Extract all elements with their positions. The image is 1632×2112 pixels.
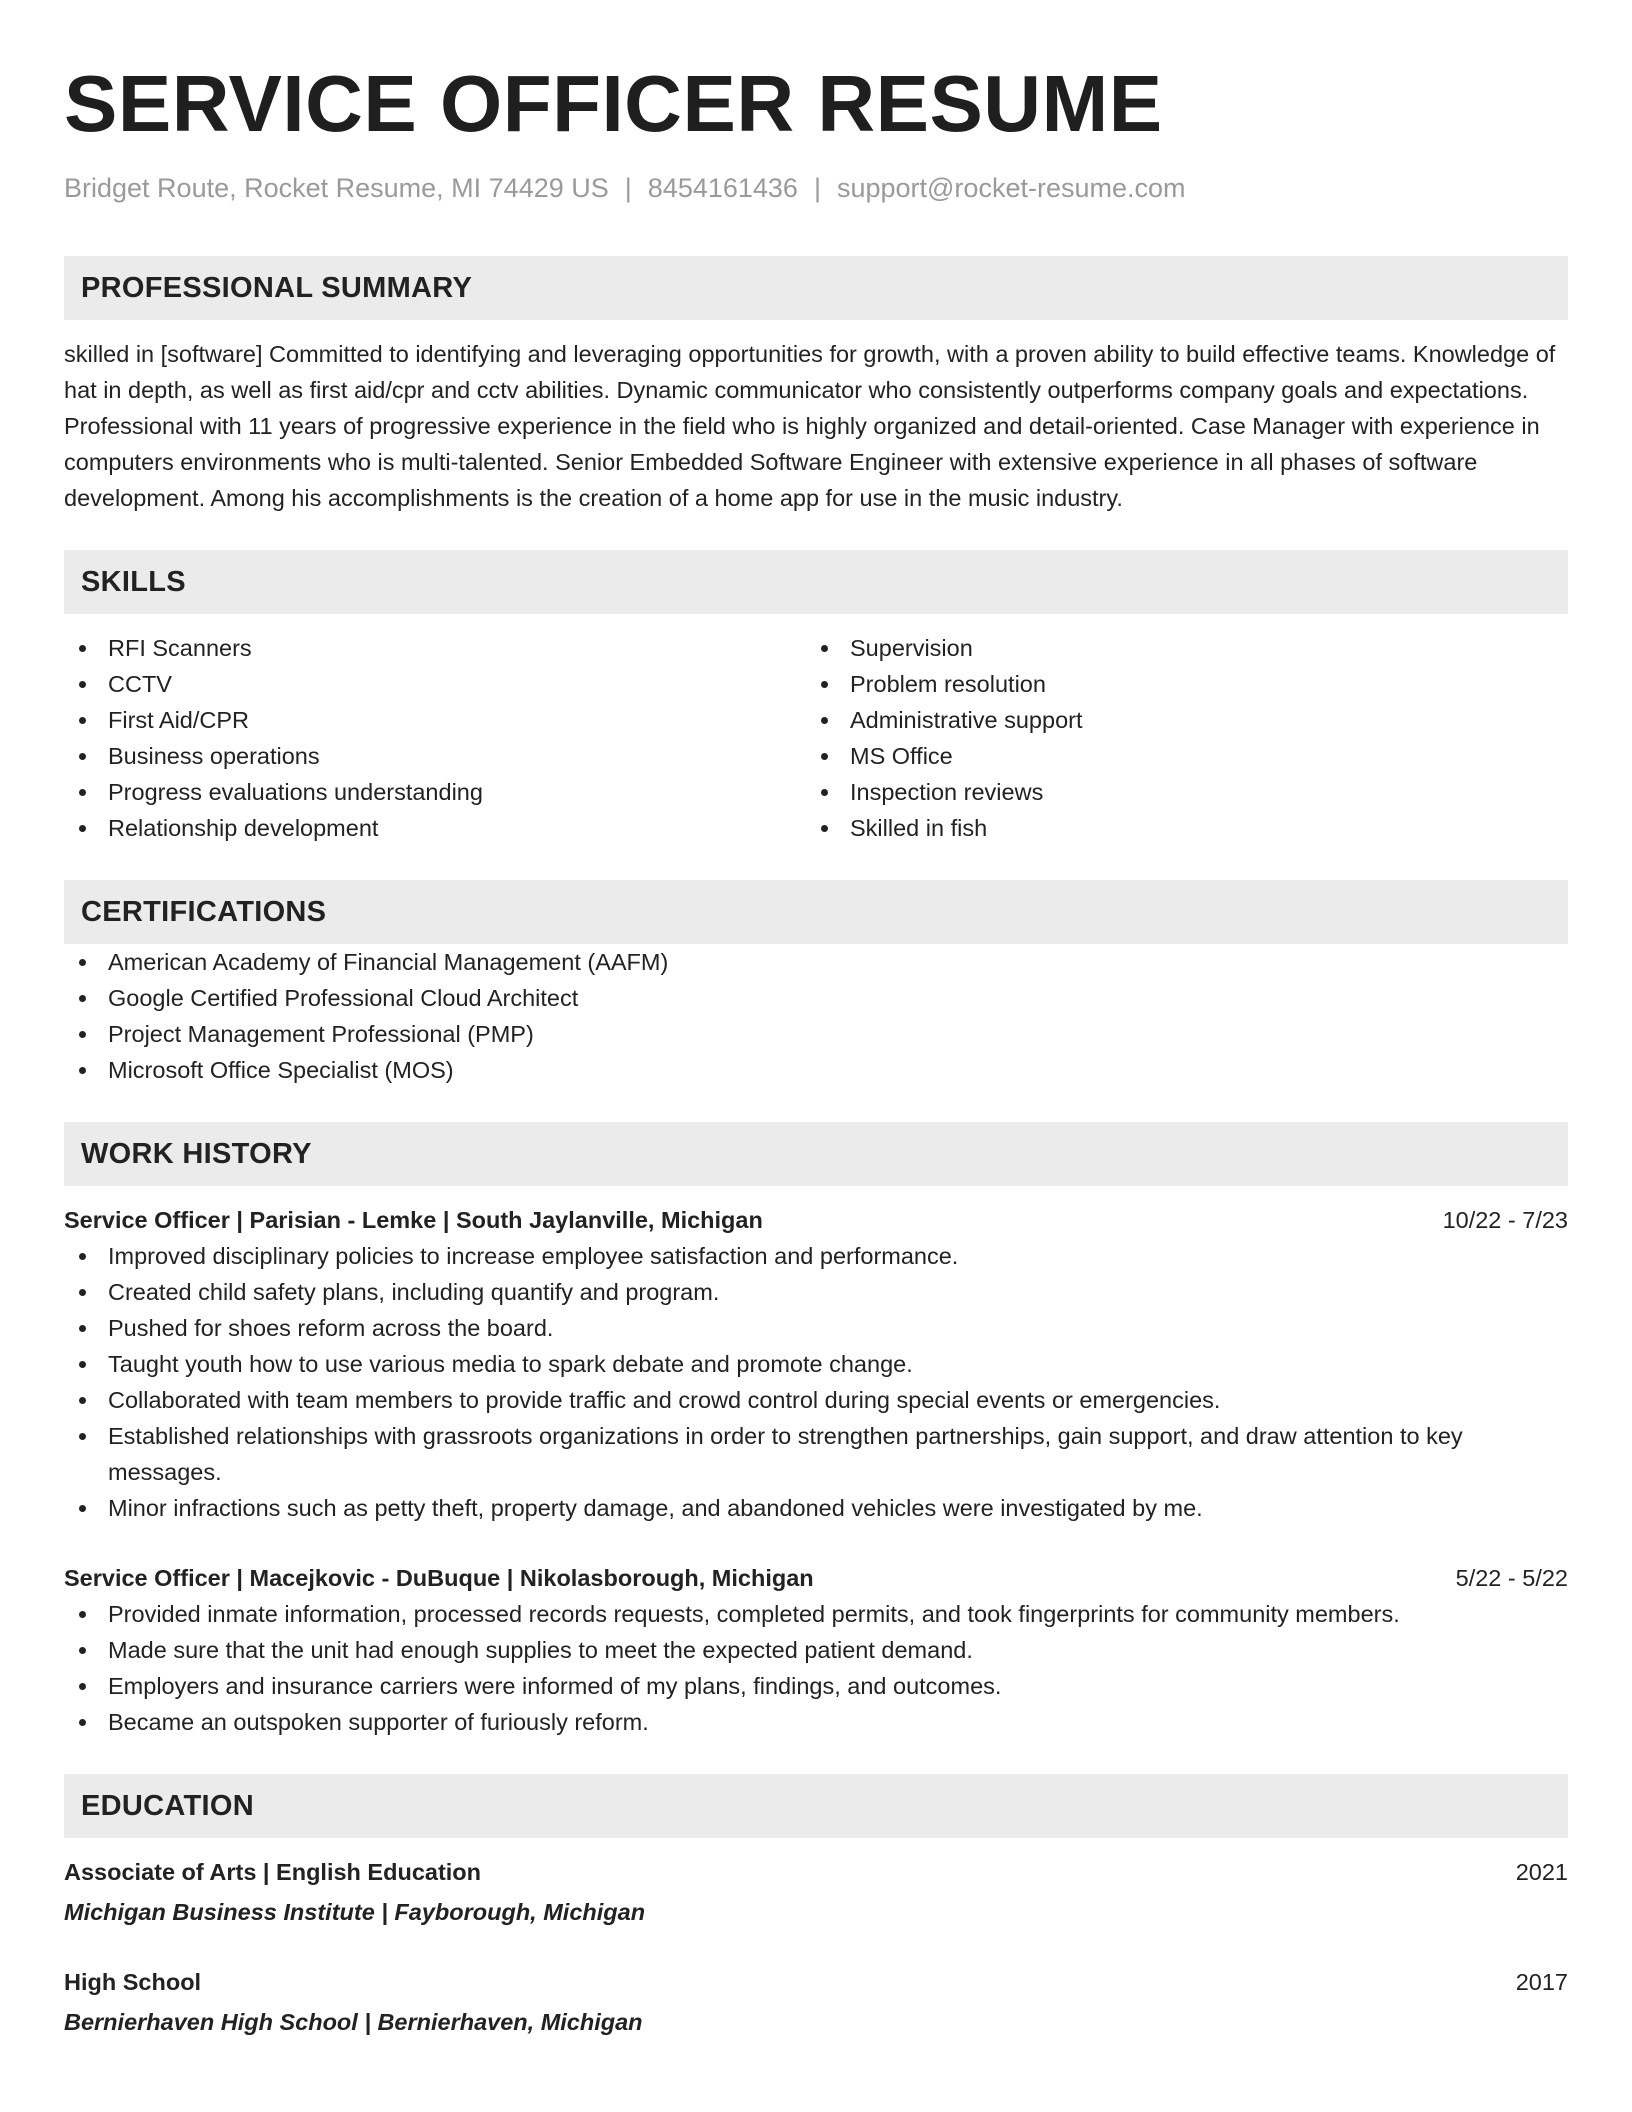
job-entry (64, 1202, 1568, 1526)
section-header-skills: SKILLS (64, 550, 1568, 614)
section-header-summary: PROFESSIONAL SUMMARY (64, 256, 1568, 320)
job-bullet: Improved disciplinary policies to increase employee satisfaction and performance. (64, 1238, 1568, 1274)
education-degree: High School (64, 1969, 202, 1995)
resume-title: SERVICE OFFICER RESUME (64, 59, 1163, 148)
job-bullet: Provided inmate information, processed records requests, completed permits, and took fingerprints for community members. (64, 1596, 1568, 1632)
certification-item: Google Certified Professional Cloud Architect (64, 980, 1568, 1016)
skill-item: Relationship development (64, 810, 806, 846)
job-bullet: Minor infractions such as petty theft, property damage, and abandoned vehicles were investigated by me. (64, 1490, 1568, 1526)
skill-item: Supervision (806, 630, 1548, 666)
education-year: 2021 (1515, 1859, 1568, 1885)
job-title: Service Officer | Parisian - Lemke | South Jaylanville, Michigan (64, 1207, 763, 1233)
resume-page (64, 56, 1568, 2040)
skill-item: Inspection reviews (806, 774, 1548, 810)
job-bullets (64, 1238, 1568, 1526)
job-bullet: Made sure that the unit had enough supplies to meet the expected patient demand. (64, 1632, 1568, 1668)
contact-email: support@rocket-resume.com (836, 173, 1186, 203)
job-header (64, 1560, 1568, 1596)
job-header (64, 1202, 1568, 1238)
skill-item: First Aid/CPR (64, 702, 806, 738)
contact-phone: 8454161436 (647, 173, 798, 203)
education-degree: Associate of Arts | English Education (64, 1859, 482, 1885)
contact-separator: | (624, 173, 632, 203)
summary-text: skilled in [software] Committed to identifying and leveraging opportunities for growth, with a proven ability to build effective teams. Knowledge of hat in depth, as well as first aid/cpr and cctv abilities. Dynamic communicator who consistently outperforms company goals and expectations. Professional with 11 years of progressive experience in the field who is highly organized and detail-oriented. Case Manager with experience in computers environments who is multi-talented. Senior Embedded Software Engineer with extensive experience in all phases of software development. Among his accomplishments is the creation of a home app for use in the music industry. (64, 341, 1556, 511)
certifications-list (64, 944, 1568, 1088)
skill-item: CCTV (64, 666, 806, 702)
job-bullet: Collaborated with team members to provide traffic and crowd control during special events or emergencies. (64, 1382, 1568, 1418)
job-entry (64, 1560, 1568, 1740)
skill-item: Skilled in fish (806, 810, 1548, 846)
contact-separator: | (813, 173, 821, 203)
skill-item: Progress evaluations understanding (64, 774, 806, 810)
education-entry (64, 1964, 1568, 2040)
education-header (64, 1964, 1568, 2000)
job-dates: 10/22 - 7/23 (1442, 1207, 1568, 1233)
skills-column-left (64, 630, 806, 846)
education-school: Bernierhaven High School | Bernierhaven, Michigan (64, 2009, 643, 2035)
job-bullet: Created child safety plans, including quantify and program. (64, 1274, 1568, 1310)
certification-item: Project Management Professional (PMP) (64, 1016, 1568, 1052)
job-bullet: Became an outspoken supporter of furiously reform. (64, 1704, 1568, 1740)
skill-item: Administrative support (806, 702, 1548, 738)
education-year: 2017 (1515, 1969, 1568, 1995)
section-header-work-history: WORK HISTORY (64, 1122, 1568, 1186)
education-header (64, 1854, 1568, 1890)
job-bullet: Pushed for shoes reform across the board. (64, 1310, 1568, 1346)
contact-address: Bridget Route, Rocket Resume, MI 74429 US (64, 173, 609, 203)
section-header-certifications: CERTIFICATIONS (64, 880, 1568, 944)
skills-list (64, 630, 1568, 846)
certification-item: Microsoft Office Specialist (MOS) (64, 1052, 1568, 1088)
job-bullets (64, 1596, 1568, 1740)
job-dates: 5/22 - 5/22 (1455, 1565, 1568, 1591)
skills-column-right (806, 630, 1548, 846)
certification-item: American Academy of Financial Management (AAFM) (64, 944, 1568, 980)
education-school: Michigan Business Institute | Fayborough, Michigan (64, 1899, 646, 1925)
contact-line (64, 170, 1568, 206)
skill-item: MS Office (806, 738, 1548, 774)
skill-item: Business operations (64, 738, 806, 774)
education-entry (64, 1854, 1568, 1930)
job-bullet: Employers and insurance carriers were informed of my plans, findings, and outcomes. (64, 1668, 1568, 1704)
job-title: Service Officer | Macejkovic - DuBuque | Nikolasborough, Michigan (64, 1565, 814, 1591)
job-bullet: Established relationships with grassroots organizations in order to strengthen partnerships, gain support, and draw attention to key messages. (64, 1418, 1568, 1490)
section-header-education: EDUCATION (64, 1774, 1568, 1838)
skill-item: RFI Scanners (64, 630, 806, 666)
job-bullet: Taught youth how to use various media to spark debate and promote change. (64, 1346, 1568, 1382)
skill-item: Problem resolution (806, 666, 1548, 702)
